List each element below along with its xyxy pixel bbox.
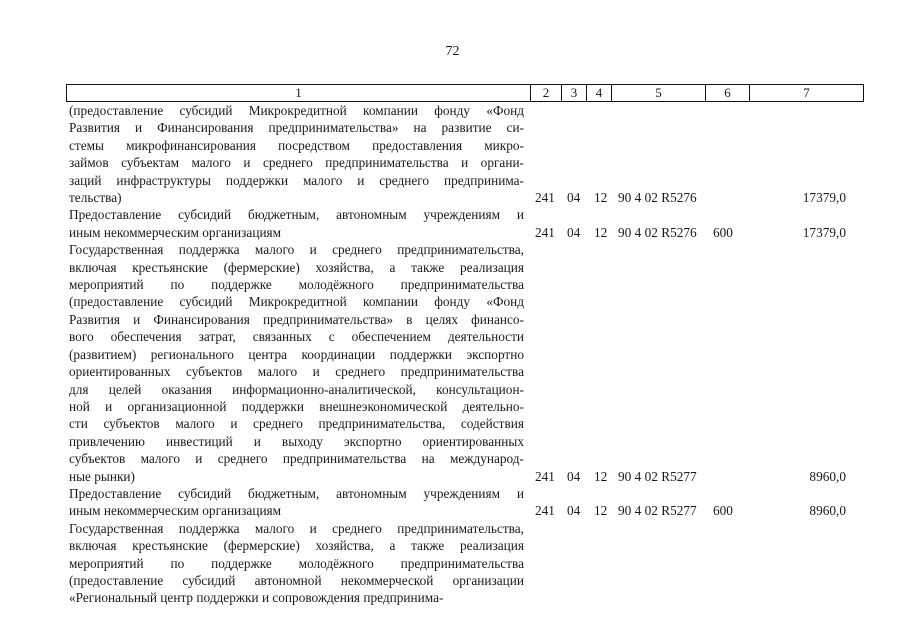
description-line: ные рынки): [69, 468, 135, 484]
description-line: привлечению инвестиций и выходу экспортно ориентированных: [69, 433, 524, 449]
description-line: субъектов малого и среднего предпринимательства на международ-: [69, 451, 524, 467]
description-line: ориентированных субъектов малого и среднего предпринимательства: [69, 364, 524, 380]
description-line: Государственная поддержка малого и среднего предпринимательства,: [69, 242, 524, 258]
budget-rows: [0, 102, 905, 607]
description-line: Развития и Финансирования предпринимательства» на развитие си-: [69, 120, 524, 136]
subsection-code: 12: [594, 468, 608, 484]
subsection-code: 12: [594, 190, 608, 206]
description-line: Предоставление субсидий бюджетным, автономным учреждениям и: [69, 485, 524, 501]
section-code: 04: [567, 503, 581, 519]
admin-code: 241: [535, 468, 555, 484]
description-line: иным некоммерческим организациям: [69, 503, 282, 519]
description-line: (предоставление субсидий Микрокредитной компании фонду «Фонд: [69, 103, 524, 118]
description-line: стемы микрофинансирования посредством предоставления микро-: [69, 137, 524, 153]
description-line: (развитием) регионального центра координации поддержки экспортно: [69, 346, 524, 362]
admin-code: 241: [535, 503, 555, 519]
budget-row: [0, 102, 905, 206]
page-number: 72: [445, 44, 460, 59]
column-header-4: 4: [587, 85, 612, 102]
amount-value: 8960,0: [809, 503, 846, 519]
column-header-row: [67, 85, 864, 102]
budget-row: [0, 520, 905, 607]
description-line: мероприятий по поддержке молодёжного предпринимательства: [69, 555, 524, 571]
subsection-code: 12: [594, 503, 608, 519]
description-line: включая крестьянские (фермерские) хозяйства, а также реализация: [69, 259, 524, 275]
column-header-3: 3: [562, 85, 587, 102]
description-line: для целей оказания информационно-аналитической, консультацион-: [69, 381, 524, 397]
description-line: Государственная поддержка малого и среднего предпринимательства,: [69, 520, 524, 536]
section-code: 04: [567, 224, 581, 240]
row-codes: [0, 502, 905, 519]
budget-row: [0, 485, 905, 520]
budget-row: [0, 206, 905, 241]
budget-row: [0, 241, 905, 485]
description-line: ной и организационной поддержки внешнеэкономической деятельно-: [69, 398, 524, 414]
target-article-code: 90 4 02 R5276: [618, 190, 697, 206]
amount-value: 17379,0: [802, 224, 846, 240]
column-header-2: 2: [531, 85, 562, 102]
section-code: 04: [567, 468, 581, 484]
column-header-table: [66, 84, 864, 102]
subsection-code: 12: [594, 224, 608, 240]
row-codes: [0, 189, 905, 206]
row-codes: [0, 468, 905, 485]
description-line: Предоставление субсидий бюджетным, автономным учреждениям и: [69, 207, 524, 223]
description-line: «Региональный центр поддержки и сопровождения предпринима-: [69, 590, 444, 606]
description-line: (предоставление субсидий автономной некоммерческой организации: [69, 572, 524, 588]
target-article-code: 90 4 02 R5277: [618, 503, 697, 519]
description-line: включая крестьянские (фермерские) хозяйства, а также реализация: [69, 538, 524, 554]
row-codes: [0, 589, 905, 606]
target-article-code: 90 4 02 R5277: [618, 468, 697, 484]
description-line: мероприятий по поддержке молодёжного предпринимательства: [69, 277, 524, 293]
description-line: Развития и Финансирования предпринимательства» в целях финансо-: [69, 311, 524, 327]
description-line: вого обеспечения затрат, связанных с обеспечением деятельности: [69, 329, 524, 345]
target-article-code: 90 4 02 R5276: [618, 224, 697, 240]
description-line: тельства): [69, 190, 122, 206]
description-line: (предоставление субсидий Микрокредитной компании фонду «Фонд: [69, 294, 524, 310]
column-header-1: 1: [67, 85, 531, 102]
section-code: 04: [567, 190, 581, 206]
admin-code: 241: [535, 190, 555, 206]
column-header-5: 5: [612, 85, 706, 102]
expense-type-code: 600: [713, 503, 733, 519]
column-header-7: 7: [750, 85, 864, 102]
amount-value: 17379,0: [802, 190, 846, 206]
description-line: займов субъектам малого и среднего предпринимательства и органи-: [69, 155, 524, 171]
description-line: сти субъектов малого и среднего предпринимательства, содействия: [69, 416, 524, 432]
amount-value: 8960,0: [809, 468, 846, 484]
description-line: заций инфраструктуры поддержки малого и среднего предпринима-: [69, 172, 524, 188]
row-description: [69, 241, 524, 485]
column-header-6: 6: [706, 85, 750, 102]
admin-code: 241: [535, 224, 555, 240]
expense-type-code: 600: [713, 224, 733, 240]
row-codes: [0, 224, 905, 241]
description-line: иным некоммерческим организациям: [69, 224, 282, 240]
